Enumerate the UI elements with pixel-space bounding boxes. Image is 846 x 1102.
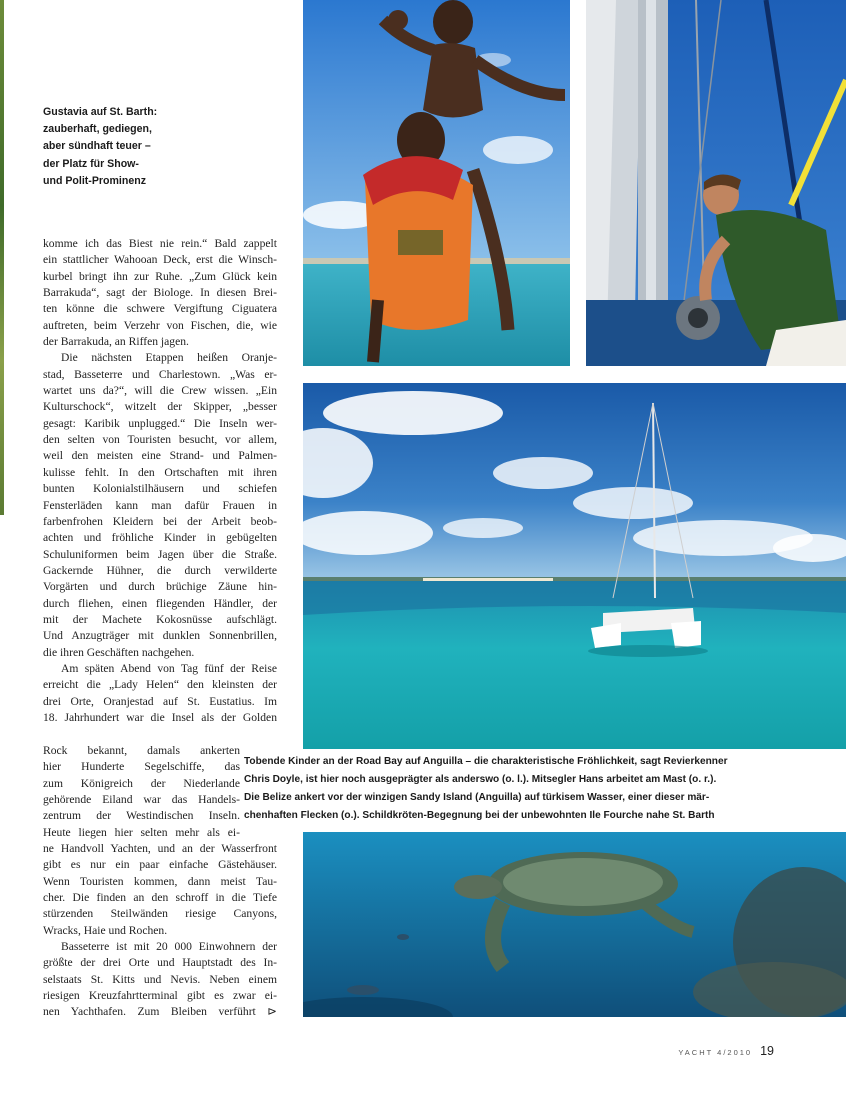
caption-line: der Platz für Show- <box>43 157 139 170</box>
photo-sea-turtle <box>303 832 846 1017</box>
text-line: zentrum der Westindischen Inseln. <box>43 809 240 823</box>
text-line: größte der drei Orte und Hauptstadt des In- <box>43 956 277 970</box>
text-line: bunten Kolonialstilhäusern und schiefen <box>43 482 277 496</box>
adjacent-page-photo-strip <box>0 0 4 515</box>
text-line: weil den meisten eine Strand- und Palmen- <box>43 449 277 463</box>
page-number: 19 <box>760 1044 774 1058</box>
body-text-column <box>43 236 277 726</box>
text-line: mit der Machete Kokosnüsse aufschlägt. <box>43 612 277 626</box>
caption-line: und Polit-Prominenz <box>43 174 146 187</box>
text-line: Vorgärten und durch brüchige Zäune hin- <box>43 580 277 594</box>
text-line: ne Handvoll Yachten, und an der Wasserfront <box>43 842 277 855</box>
text-line: achten und fröhliche Kinder in gebügelten <box>43 531 277 545</box>
text-line: Rock bekannt, damals ankerten <box>43 744 240 757</box>
text-line: erreicht die „Lady Helen“ den kleinsten der <box>43 678 277 692</box>
text-line: gesagt: Karibik unplugged.“ Die Inseln wer- <box>43 416 277 430</box>
text-line: komme ich das Biest nie rein.“ Bald zappelt <box>43 237 277 250</box>
text-line: drei Orte, Oranjestad auf St. Eustatius. Im <box>43 694 277 708</box>
text-line: kurbel bringt ihn zur Ruhe. „Zum Glück kein <box>43 269 277 283</box>
caption-line: aber sündhaft teuer – <box>43 140 151 153</box>
caption-line: Tobende Kinder an der Road Bay auf Anguilla – die charakteristische Fröhlichkeit, sagt Revierkenner <box>244 756 728 767</box>
body-text-narrow <box>43 743 240 841</box>
photo-children-road-bay <box>303 0 570 366</box>
text-line: selstaats St. Kitts und Nevis. Neben einem <box>43 972 277 986</box>
text-line: Und Anzugträger mit dunklen Sonnenbrillen, <box>43 629 277 643</box>
text-line: der Barrakuda, an Riffen jagen. <box>43 335 189 349</box>
photo-sailor-mast <box>586 0 846 366</box>
text-line: Heute liegen hier selten mehr als ei- <box>43 825 240 839</box>
text-line: 18. Jahrhundert war die Insel als der Golden <box>43 710 277 724</box>
text-line: zum Königreich der Niederlande <box>43 776 240 790</box>
text-line: Fensterläden kann man dafür Frauen in <box>43 498 277 512</box>
text-line: Kulturschock“, witzelt der Skipper, „besser <box>43 400 277 414</box>
text-line: cher. Die finden an den schroff in die Tiefe <box>43 891 277 905</box>
magazine-issue: YACHT 4/2010 <box>678 1048 753 1057</box>
text-line: Wenn Touristen kommen, dann meist Tau- <box>43 874 277 888</box>
body-text-column-end <box>43 841 277 1021</box>
text-line: Am späten Abend von Tag fünf der Reise <box>61 661 277 675</box>
caption-line: Die Belize ankert vor der winzigen Sandy Island (Anguilla) auf türkisem Wasser, einer dieser mär- <box>244 791 710 803</box>
text-line: farbenfrohen Kleidern bei der Arbeit beob- <box>43 514 277 528</box>
text-line: hier Hunderte Segelschiffe, das <box>43 760 240 774</box>
text-line: nen Yachthafen. Zum Bleiben verführt ⊳ <box>43 1005 277 1019</box>
text-line: Schuluniformen beim Jagen über die Straße. <box>43 547 277 561</box>
text-line: Gackernde Hühner, die durch verwilderte <box>43 563 277 577</box>
text-line: stürzenden Steilwänden riesige Canyons, <box>43 907 277 921</box>
text-line: ein stattlicher Wahooan Deck, erst die Winsch- <box>43 253 277 267</box>
page-footer <box>678 1044 774 1058</box>
text-line: stad, Basseterre und Charlestown. „Was er- <box>43 367 277 381</box>
text-line: auftreten, beim Verzehr von Fischen, die, wie <box>43 318 277 332</box>
text-line: die ihren Geschäften nachgehen. <box>43 645 195 659</box>
text-line: Wracks, Haie und Rochen. <box>43 923 168 937</box>
caption-gustavia <box>43 104 193 190</box>
text-line: durch fliehen, einen fliegenden Händler, der <box>43 596 277 610</box>
photo-catamaran-sandy-island <box>303 383 846 749</box>
text-line: Basseterre ist mit 20 000 Einwohnern der <box>61 940 277 954</box>
text-line: gehörende Eiland war das Handels- <box>43 793 240 807</box>
caption-line: zauberhaft, gediegen, <box>43 123 152 136</box>
caption-line: Gustavia auf St. Barth: <box>43 106 158 118</box>
text-line: riesigen Kreuzfahrtterminal gibt es zwar ei- <box>43 989 277 1003</box>
caption-photo-credits <box>244 753 840 825</box>
text-line: wartet uns da?“, will die Crew wissen. „Ein <box>43 384 277 398</box>
text-line: Die nächsten Etappen heißen Oranje- <box>61 351 277 365</box>
text-line: Barrakuda“, sagt der Biologe. In diesen Brei- <box>43 286 277 300</box>
text-line: den selten von Touristen besucht, vor allem, <box>43 433 277 447</box>
text-line: kulisse fehlt. In den Ortschaften mit ihren <box>43 465 277 479</box>
caption-line: chenhaften Flecken (o.). Schildkröten-Begegnung bei der unbewohnten Ile Fourche nahe St. Barth <box>244 809 715 821</box>
caption-line: Chris Doyle, ist hier noch ausgeprägter als anderswo (o. l.). Mitsegler Hans arbeitet am Mast (o. r.). <box>244 773 717 785</box>
text-line: gibt es nur ein paar einfache Gästehäuser. <box>43 858 277 872</box>
text-line: ten könne die schwere Vergiftung Ciguatera <box>43 302 277 316</box>
